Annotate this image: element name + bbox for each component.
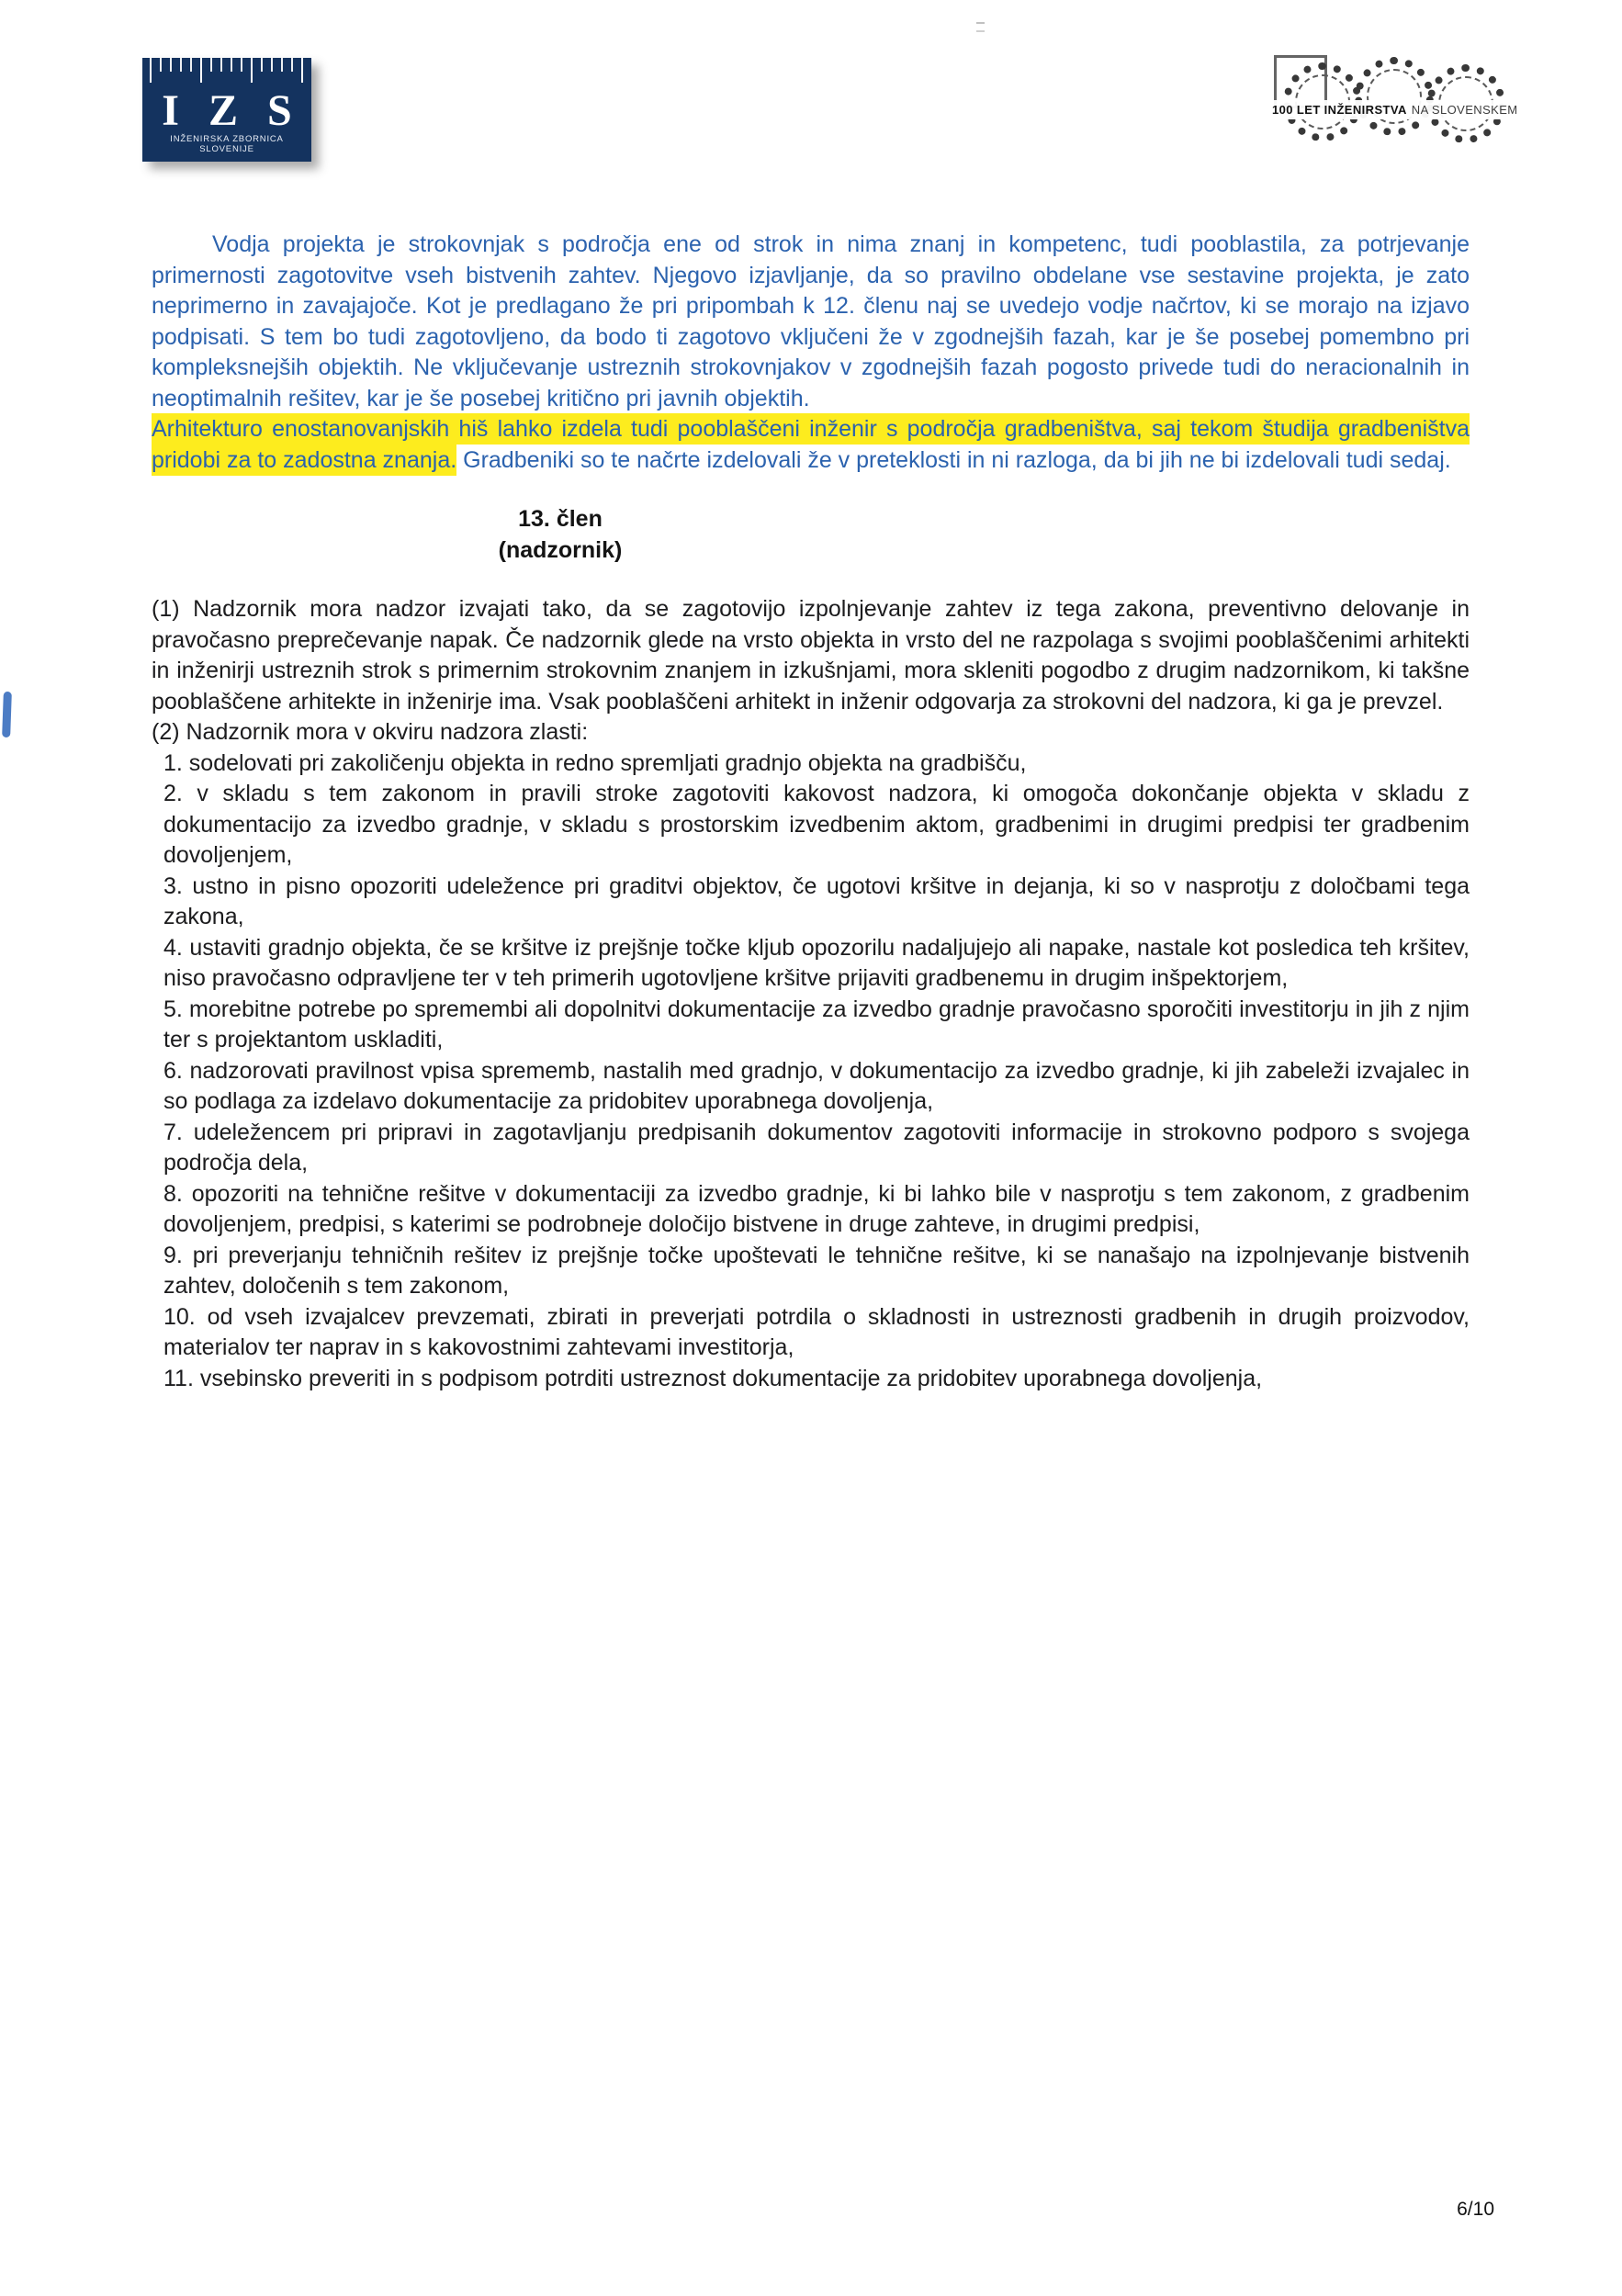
list-item: 9. pri preverjanju tehničnih rešitev iz prejšnje točke upoštevati le tehnične rešitve, ki se nanašajo na izpolnjevanje bistvenih zahtev, določenih s tem zakonom,	[163, 1242, 1470, 1299]
ruler-icon	[150, 58, 304, 83]
list-item: 5. morebitne potrebe po spremembi ali dopolnitvi dokumentacije za izvedbo gradnje pravočasno sporočiti investitorju in jih z njim ter s projektantom uskladiti,	[163, 996, 1470, 1052]
article-paragraph-2: (2) Nadzornik mora v okviru nadzora zlasti:	[152, 719, 589, 745]
list-item: 7. udeležencem pri pripravi in zagotavljanju predpisanih dokumentov zagotoviti informacije in strokovno podporo s svojega področja dela,	[163, 1119, 1470, 1176]
list-item: 11. vsebinsko preveriti in s podpisom potrditi ustreznost dokumentacije za pridobitev uporabnega dovoljenja,	[163, 1365, 1263, 1391]
margin-mark	[2, 692, 12, 737]
comment-after-highlight: Gradbeniki so te načrte izdelovali že v preteklosti in ni razloga, da bi jih ne bi izdelovali tudi sedaj.	[456, 446, 1451, 473]
centennial-title-bold: 100 LET INŽENIRSTVA	[1272, 103, 1407, 117]
page-number: 6/10	[1457, 2199, 1494, 2220]
izs-logo	[142, 58, 311, 162]
list-item: 8. opozoriti na tehnične rešitve v dokumentaciji za izvedbo gradnje, ki bi lahko bile v nasprotju s tem zakonom, z gradbenim dovoljenjem, predpisi, s katerimi se podrobneje določijo bistvene in druge zahteve, in drugimi predpisi,	[163, 1180, 1470, 1237]
article-paragraph-1: (1) Nadzornik mora nadzor izvajati tako, da se zagotovijo izpolnjevanje zahtev iz tega zakona, preventivno delovanje in pravočasno preprečevanje napak. Če nadzornik glede na vrsto objekta in vrsto del ne razpolaga s svojimi pooblaščenimi arhitekti in inženirji ustreznih strok s primernim strokovnim znanjem in izkušnjami, mora skleniti pogodbo z drugim nadzornikom, ki takšne pooblaščene arhitekte in inženirje ima. Vsak pooblaščeni arhitekt in inženir odgovarja za strokovni del nadzora, ki ga je prevzel.	[152, 596, 1470, 715]
comment-paragraph: Vodja projekta je strokovnjak s področja ene od strok in nima znanj in kompetenc, tudi pooblastila, za potrjevanje primernosti zagotovitve vseh bistvenih zahtev. Njegovo izjavljanje, da so pravilno obdelane vse sestavine projekta, je zato neprimerno in zavajajoče. Kot je predlagano že pri pripombah k 12. členu naj se uvedejo vodje načrtov, ki se morajo na izjavo podpisati. S tem bo tudi zagotovljeno, da bodo ti zagotovo vključeni že v zgodnejših fazah, kar je še posebej pomembno pri kompleksnejših objektih. Ne vključevanje ustreznih strokovnjakov v zgodnejših fazah pogosto privede tudi do neracionalnih in neoptimalnih rešitev, kar je še posebej kritično pri javnih objektih.	[152, 231, 1470, 411]
list-item: 1. sodelovati pri zakoličenju objekta in redno spremljati gradnjo objekta na gradbišču,	[163, 749, 1027, 776]
list-item: 2. v skladu s tem zakonom in pravili stroke zagotoviti kakovost nadzora, ki omogoča dokončanje objekta v skladu z dokumentacijo za izvedbo gradnje, v skladu s prostorskim izvedbenim aktom, gradbenimi in drugimi predpisi ter gradbenim dovoljenjem,	[163, 781, 1470, 868]
article-number: 13. člen	[518, 506, 603, 532]
izs-logo-letters: I Z S	[162, 86, 301, 135]
list-item: 3. ustno in pisno opozoriti udeležence pri graditvi objektov, če ugotovi kršitve in dejanja, ki so v nasprotju z določbami tega zakona,	[163, 872, 1470, 929]
comment-paragraph-highlighted	[152, 414, 1470, 476]
izs-logo-subtitle: INŽENIRSKA ZBORNICA SLOVENIJE	[170, 134, 284, 154]
highlight-text: Arhitekturo enostanovanjskih hiš lahko izdela tudi pooblaščeni inženir s področja gradbeništva, saj tekom študija gradbeništva pridobi za to zadostna znanja.	[152, 413, 1470, 476]
list-item: 6. nadzorovati pravilnost vpisa sprememb, nastalih med gradnjo, v dokumentacijo za izvedbo gradnje, ki jih zabeleži izvajalec in so podlaga za izdelavo dokumentacije za pridobitev uporabnega dovoljenja,	[163, 1057, 1470, 1114]
laurel-wreath-icon	[1355, 57, 1434, 136]
list-item: 10. od vseh izvajalcev prevzemati, zbirati in preverjati potrdila o skladnosti in ustreznosti gradbenih in drugih proizvodov, materialov ter naprav in s kakovostnimi zahtevami investitorja,	[163, 1303, 1470, 1360]
centennial-logo	[1272, 48, 1518, 163]
document-body	[152, 230, 1470, 1394]
centennial-title-light: NA SLOVENSKEM	[1411, 103, 1518, 117]
article-title: (nadzornik)	[498, 536, 623, 563]
list-item: 4. ustaviti gradnjo objekta, če se kršitve iz prejšnje točke kljub opozorilu nadaljujejo ali napake, nastale kot posledica teh kršitev, niso pravočasno odpravljene ter v teh primerih ugotovljene kršitve prijaviti gradbenemu in drugim inšpektorjem,	[163, 934, 1470, 991]
scan-artifact-mark	[976, 22, 985, 32]
article-item-list	[152, 748, 1470, 1395]
article-heading	[152, 504, 969, 566]
centennial-title-band	[1272, 100, 1518, 119]
